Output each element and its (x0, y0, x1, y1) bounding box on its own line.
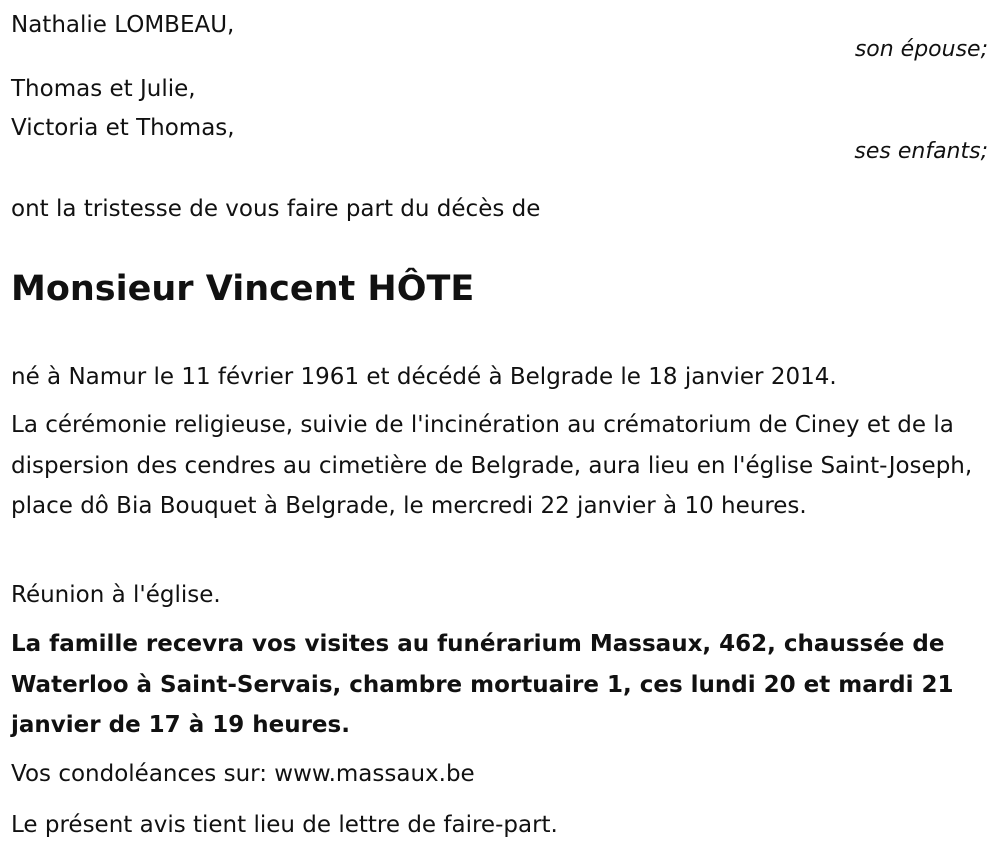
spouse-role: son épouse; (854, 37, 988, 62)
child-line: Thomas et Julie, (11, 76, 196, 102)
meeting-paragraph: Réunion à l'église. (11, 582, 221, 608)
notice-paragraph: Le présent avis tient lieu de lettre de faire-part. (11, 812, 558, 838)
spouse-name: Nathalie LOMBEAU, (11, 12, 235, 38)
child-line: Victoria et Thomas, (11, 115, 235, 141)
ceremony-paragraph: La cérémonie religieuse, suivie de l'incinération au crématorium de Ciney et de la dispersion des cendres au cimetière de Belgrade, aura lieu en l'église Saint-Joseph, place dô Bia Bouquet à Belgrade, le mercredi 22 janvier à 10 heures. (11, 412, 973, 519)
condolences-paragraph: Vos condoléances sur: www.massaux.be (11, 761, 475, 787)
children-role: ses enfants; (854, 139, 988, 164)
visits-paragraph: La famille recevra vos visites au funérarium Massaux, 462, chaussée de Waterloo à Saint-Servais, chambre mortuaire 1, ces lundi 20 et mardi 21 janvier de 17 à 19 heures. (11, 631, 954, 738)
birth-death-paragraph: né à Namur le 11 février 1961 et décédé à Belgrade le 18 janvier 2014. (11, 364, 837, 390)
announcement-text: ont la tristesse de vous faire part du décès de (11, 196, 541, 222)
deceased-name: Monsieur Vincent HÔTE (11, 269, 475, 309)
